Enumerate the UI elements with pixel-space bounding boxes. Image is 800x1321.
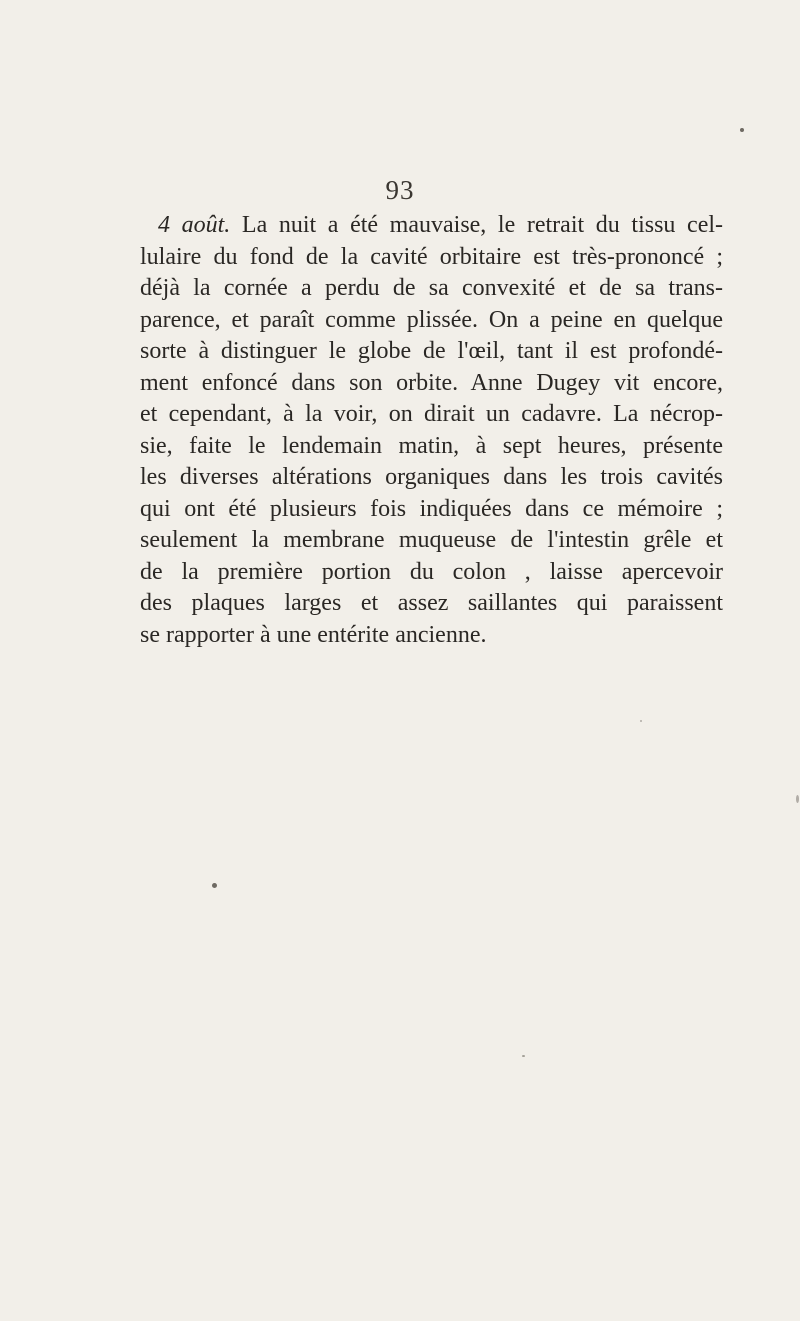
text-line: des plaques larges et assez saillantes qui paraissent xyxy=(140,590,723,616)
text-line: lulaire du fond de la cavité orbitaire est très-prononcé ; xyxy=(140,243,723,270)
text-line: parence, et paraît comme plissée. On a peine en quelque xyxy=(140,306,723,333)
text-line: se rapporter à une entérite ancienne. xyxy=(140,621,487,648)
text-line: seulement la membrane muqueuse de l'intestin grêle et xyxy=(140,527,723,553)
text-line: et cependant, à la voir, on dirait un cadavre. La nécrop- xyxy=(140,401,723,427)
text-line: ment enfoncé dans son orbite. Anne Dugey vit encore, xyxy=(140,369,723,396)
entry-date: 4 août. xyxy=(158,212,231,238)
text-line: qui ont été plusieurs fois indiquées dans ce mémoire ; xyxy=(140,495,723,522)
paper-speck xyxy=(640,720,642,722)
text-line: les diverses altérations organiques dans les trois cavités xyxy=(140,464,723,490)
paper-speck xyxy=(740,128,744,132)
paper-speck xyxy=(212,883,217,888)
text-line: sie, faite le lendemain matin, à sept heures, présente xyxy=(140,432,723,459)
text-line: déjà la cornée a perdu de sa convexité et de sa trans- xyxy=(140,275,723,301)
paper-speck xyxy=(522,1055,525,1057)
text-line: sorte à distinguer le globe de l'œil, tant il est profondé- xyxy=(140,338,723,364)
text-line xyxy=(140,210,723,242)
paper-speck xyxy=(796,795,799,803)
page-number: 93 xyxy=(385,175,415,205)
text-line-content: La nuit a été mauvaise, le retrait du tissu cel- xyxy=(241,212,724,238)
body-paragraph xyxy=(140,210,723,651)
text-line: de la première portion du colon , laisse apercevoir xyxy=(140,558,723,585)
